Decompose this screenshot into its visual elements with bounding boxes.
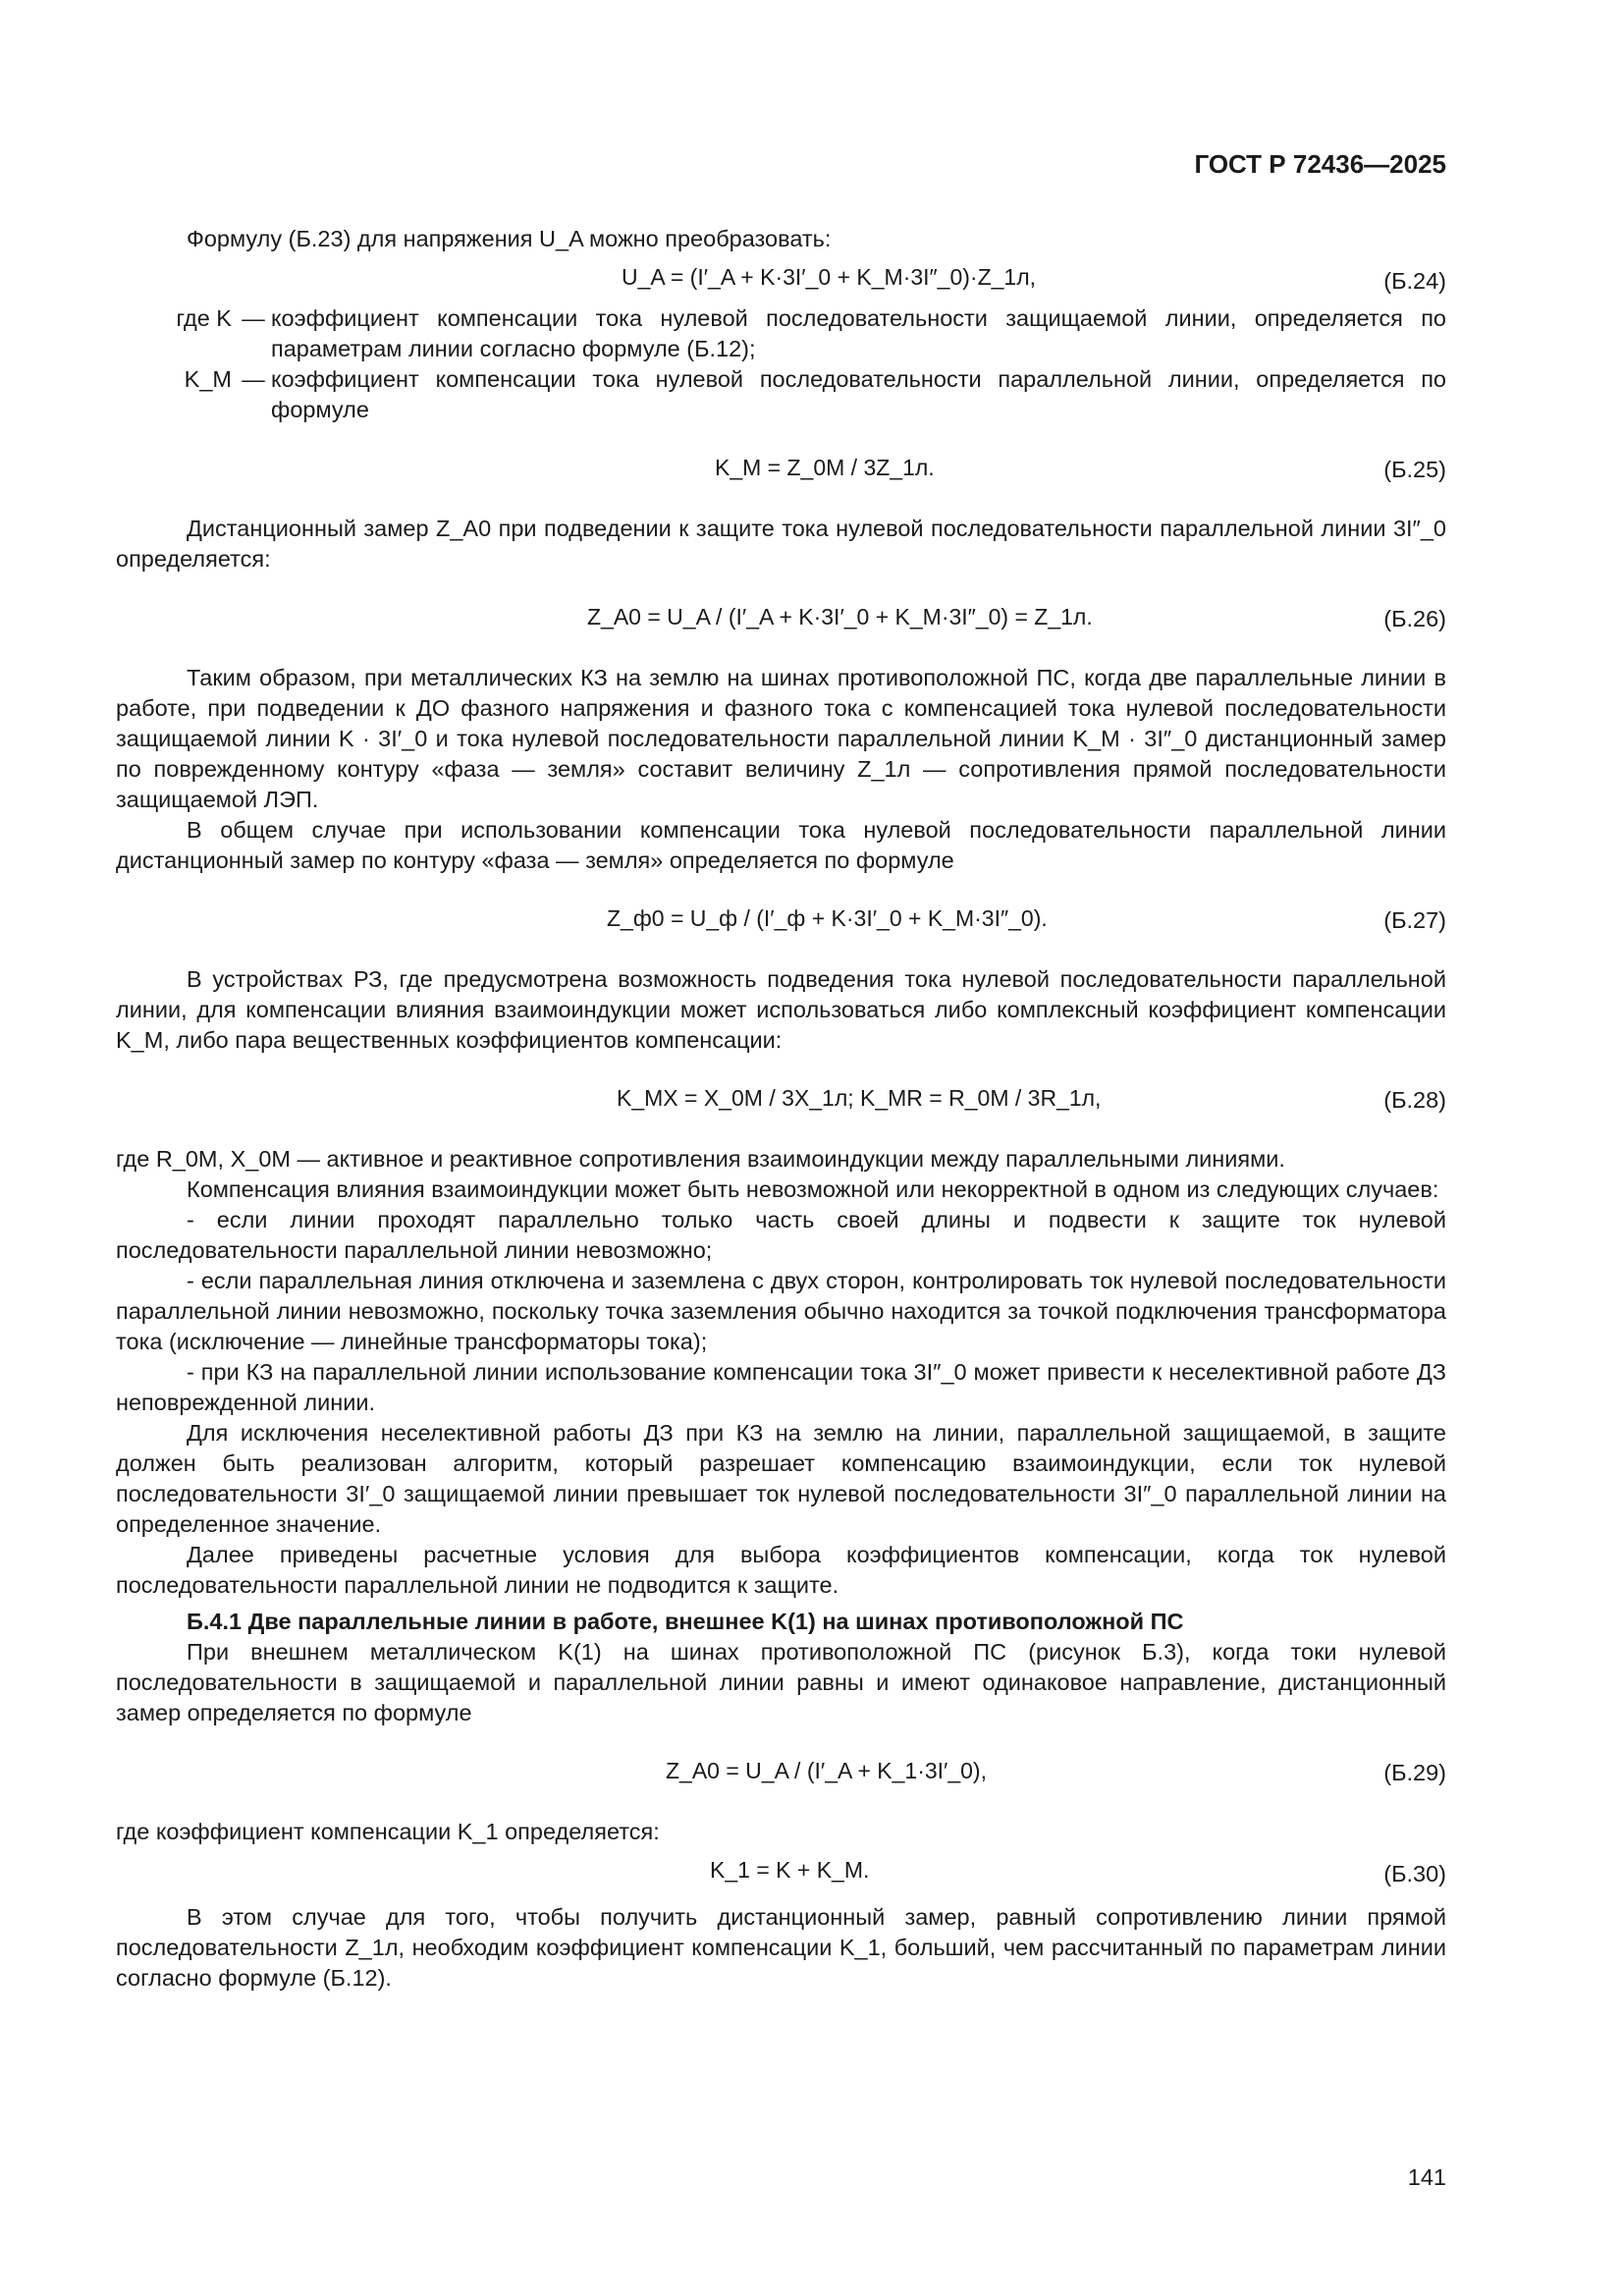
definition-text: коэффициент компенсации тока нулевой последовательности параллельной линии, определяется по формуле	[271, 366, 1446, 422]
list-item: - при КЗ на параллельной линии использование компенсации тока 3I″_0 может привести к неселективной работе ДЗ неповрежденной линии.	[116, 1359, 1446, 1415]
paragraph: При внешнем металлическом K(1) на шинах противоположной ПС (рисунок Б.3), когда токи нулевой последовательности в защищаемой и параллельной линии равны и имеют одинаковое направление, дистанционный замер определяется по формуле	[116, 1639, 1446, 1725]
paragraph: Формулу (Б.23) для напряжения U_A можно преобразовать:	[187, 226, 832, 251]
equation-b30	[116, 1855, 1446, 1888]
equation-number: (Б.27)	[1383, 907, 1446, 933]
definition-text: коэффициент компенсации тока нулевой последовательности защищаемой линии, определяется по параметрам линии согласно формуле (Б.12);	[271, 305, 1446, 361]
definition-dash: —	[242, 366, 265, 392]
equation-formula: Z_ф0 = U_ф / (I′_ф + K·3I′_0 + K_M·3I″_0).	[607, 905, 1048, 931]
equation-number: (Б.30)	[1383, 1861, 1446, 1886]
paragraph: Для исключения неселективной работы ДЗ при КЗ на землю на линии, параллельной защищаемой, в защите должен быть реализован алгоритм, который разрешает компенсацию взаимоиндукции, если ток нулевой последовательности 3I′_0 защищаемой линии превышает ток нулевой последовательности 3I″_0 параллельной линии на определенное значение.	[116, 1420, 1446, 1537]
document-header: ГОСТ Р 72436—2025	[1194, 149, 1446, 179]
paragraph: Компенсация влияния взаимоиндукции может быть невозможной или некорректной в одном из следующих случаев:	[187, 1176, 1439, 1202]
equation-b28	[116, 1066, 1446, 1134]
equation-b27	[116, 886, 1446, 955]
equation-number: (Б.26)	[1383, 606, 1446, 631]
equation-formula: Z_A0 = U_A / (I′_A + K·3I′_0 + K_M·3I″_0) = Z_1л.	[587, 604, 1093, 629]
equation-formula: K_M = Z_0M / 3Z_1л.	[715, 455, 935, 480]
page-number: 141	[1407, 2164, 1446, 2190]
paragraph: Таким образом, при металлических КЗ на землю на шинах противоположной ПС, когда две параллельные линии в работе, при подведении к ДО фазного напряжения и фазного тока с компенсацией тока нулевой последовательности защищаемой линии K · 3I′_0 и тока нулевой последовательности параллельной линии K_M · 3I″_0 дистанционный замер по поврежденному контуру «фаза — земля» составит величину Z_1л — сопротивления прямой последовательности защищаемой ЛЭП.	[116, 665, 1446, 812]
list-item: - если параллельная линия отключена и заземлена с двух сторон, контролировать ток нулевой последовательности параллельной линии невозможно, поскольку точка заземления обычно находится за точкой подключения трансформатора тока (исключение — линейные трансформаторы тока);	[116, 1268, 1446, 1354]
section-heading: Б.4.1 Две параллельные линии в работе, внешнее K(1) на шинах противоположной ПС	[187, 1609, 1184, 1634]
definition-term: где K	[176, 305, 232, 331]
equation-b26	[116, 584, 1446, 653]
paragraph: Далее приведены расчетные условия для выбора коэффициентов компенсации, когда ток нулевой последовательности параллельной линии не подводится к защите.	[116, 1542, 1446, 1598]
equation-b25	[116, 435, 1446, 504]
equation-number: (Б.29)	[1383, 1760, 1446, 1785]
definition-dash: —	[242, 305, 265, 331]
paragraph: В устройствах РЗ, где предусмотрена возможность подведения тока нулевой последовательности параллельной линии, для компенсации влияния взаимоиндукции может использоваться либо комплексный коэффициент компенсации K_M, либо пара вещественных коэффициентов компенсации:	[116, 966, 1446, 1053]
definition-term: K_M	[184, 366, 232, 392]
equation-formula: K_1 = K + K_M.	[710, 1857, 870, 1883]
page-body	[116, 224, 1446, 1994]
equation-formula: Z_A0 = U_A / (I′_A + K_1·3I′_0),	[666, 1758, 987, 1783]
equation-b24	[116, 262, 1446, 296]
equation-formula: U_A = (I′_A + K·3I′_0 + K_M·3I″_0)·Z_1л,	[622, 264, 1037, 290]
equation-b29	[116, 1738, 1446, 1807]
equation-formula: K_MX = X_0M / 3X_1л; K_MR = R_0M / 3R_1л,	[617, 1085, 1102, 1111]
equation-number: (Б.24)	[1383, 268, 1446, 294]
paragraph: В этом случае для того, чтобы получить дистанционный замер, равный сопротивлению линии прямой последовательности Z_1л, необходим коэффициент компенсации K_1, больший, чем рассчитанный по параметрам линии согласно формуле (Б.12).	[116, 1904, 1446, 1991]
equation-number: (Б.28)	[1383, 1087, 1446, 1113]
paragraph: где R_0M, X_0M — активное и реактивное сопротивления взаимоиндукции между параллельными линиями.	[116, 1146, 1285, 1172]
list-item: - если линии проходят параллельно только часть своей длины и подвести к защите ток нулевой последовательности параллельной линии невозможно;	[116, 1207, 1446, 1263]
definition-list	[116, 303, 1446, 425]
paragraph: где коэффициент компенсации K_1 определяется:	[116, 1819, 660, 1844]
paragraph: В общем случае при использовании компенсации тока нулевой последовательности параллельной линии дистанционный замер по контуру «фаза — земля» определяется по формуле	[116, 817, 1446, 873]
equation-number: (Б.25)	[1383, 457, 1446, 482]
paragraph: Дистанционный замер Z_A0 при подведении к защите тока нулевой последовательности параллельной линии 3I″_0 определяется:	[116, 516, 1446, 572]
